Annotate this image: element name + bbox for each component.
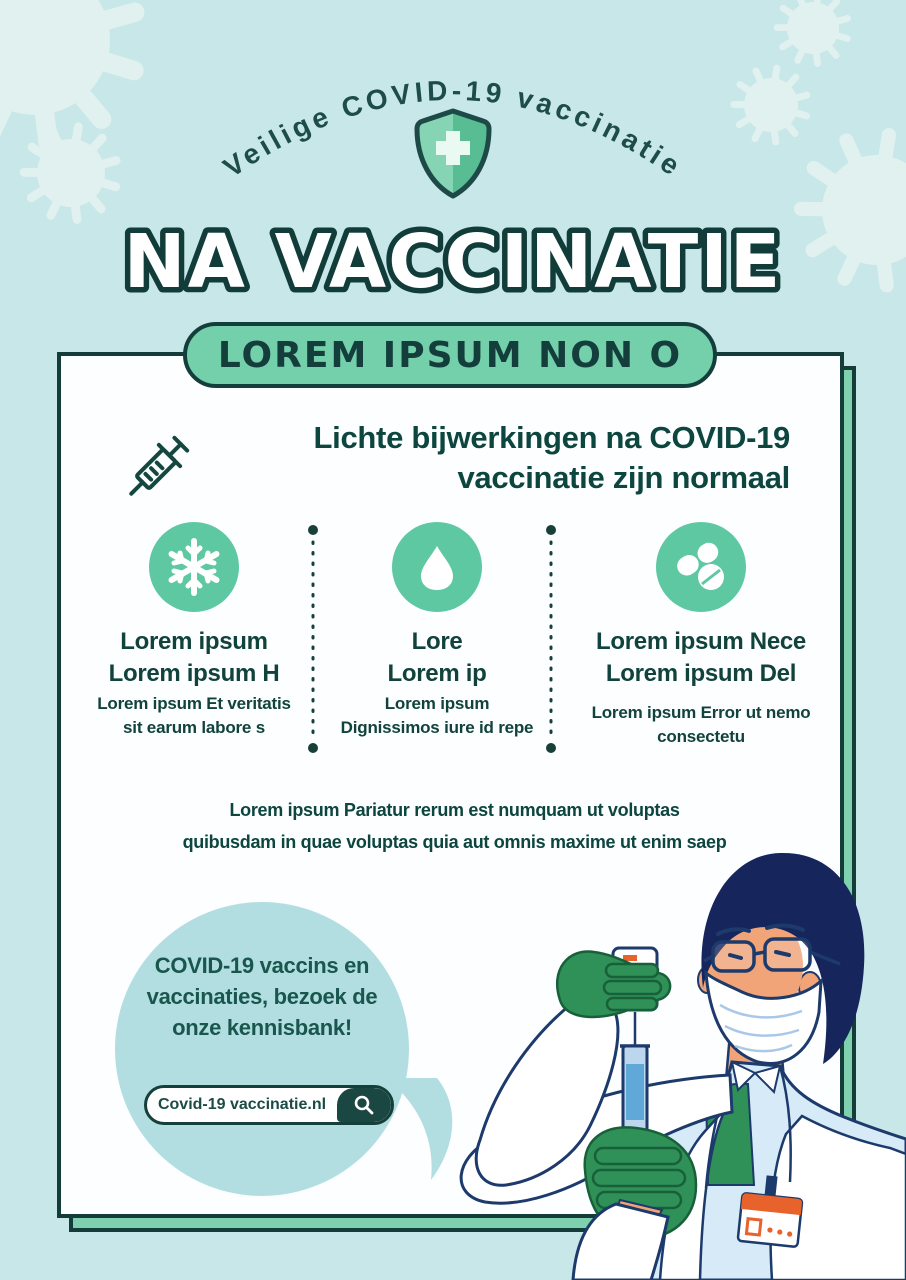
column-body: Lorem ipsum Error ut nemo consectetu (591, 703, 811, 747)
column-medicine (573, 522, 829, 749)
column-body: Lorem ipsum Dignissimos iure id repe (340, 694, 534, 738)
doctor-illustration (410, 840, 906, 1280)
subtitle-badge-label: LOREM IPSUM NON O (217, 334, 683, 376)
arc-text: Veilige COVID-19 vaccinatie (217, 74, 689, 184)
droplet-icon (392, 522, 482, 612)
column-title-line1: Lorem ipsum (120, 628, 268, 655)
speech-bubble (115, 902, 409, 1196)
search-button[interactable] (337, 1088, 391, 1122)
column-title-line2: Lorem ipsum H (108, 659, 280, 687)
syringe-icon (119, 422, 203, 506)
column-fever (329, 522, 545, 740)
search-icon (353, 1094, 375, 1116)
column-title-line2: Lorem ipsum Del (605, 659, 797, 687)
column-title-line2: Lorem ip (387, 659, 487, 687)
snowflake-icon (149, 522, 239, 612)
column-title (329, 626, 545, 689)
bubble-line1: COVID-19 vaccins en (154, 953, 370, 978)
search-input[interactable]: Covid-19 vaccinatie.nl (157, 1096, 327, 1113)
bubble-line3: onze kennisbank! (172, 1015, 352, 1041)
search-bar[interactable] (144, 1085, 394, 1125)
paragraph-line2: quibusdam in quae voluptas quia aut omnis maxime ut enim saep (182, 832, 727, 853)
bubble-line2: vaccinaties, bezoek de (146, 984, 378, 1010)
heading-line1: Lichte bijwerkingen na COVID-19 (313, 420, 790, 455)
heading-line2: vaccinatie zijn normaal (457, 459, 790, 495)
title-text: NA VACCINATIE (123, 219, 783, 305)
main-title (0, 203, 906, 315)
shield-cross-icon (411, 106, 495, 202)
column-title (79, 626, 309, 689)
column-title-line1: Lorem ipsum Nece (596, 628, 806, 655)
pills-icon (656, 522, 746, 612)
dotted-divider (545, 524, 557, 756)
paragraph-line1: Lorem ipsum Pariatur rerum est numquam ut voluptas (229, 800, 680, 820)
column-title (573, 626, 829, 689)
dotted-divider (307, 524, 319, 756)
subtitle-badge (183, 322, 717, 388)
column-cold (79, 522, 309, 740)
section-heading (210, 418, 790, 497)
column-body: Lorem ipsum Et veritatis sit earum labore s (97, 694, 291, 738)
column-title-line1: Lore (411, 628, 463, 655)
